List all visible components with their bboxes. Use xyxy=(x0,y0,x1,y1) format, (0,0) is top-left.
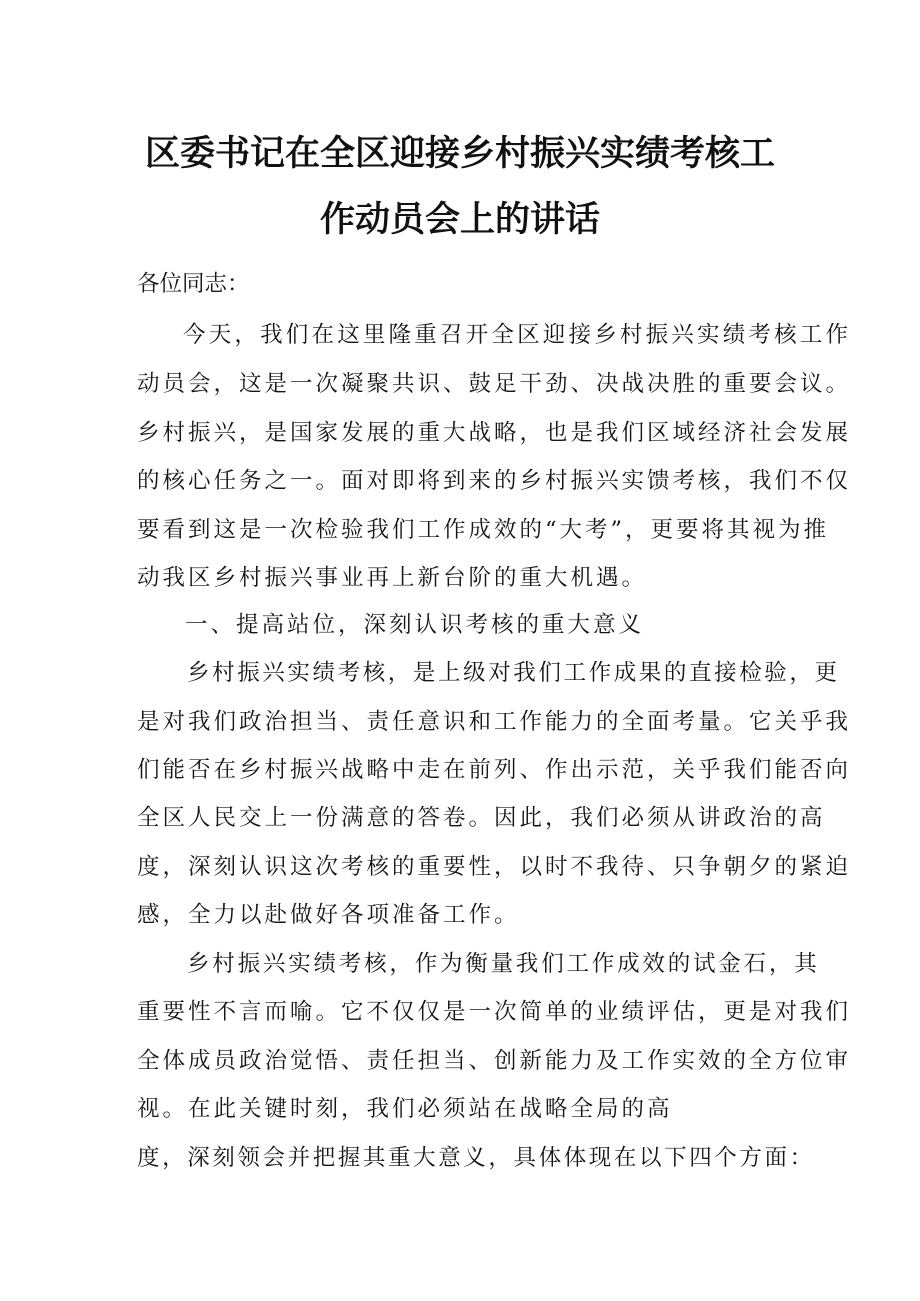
body-line: 的核心任务之一。面对即将到来的乡村振兴实馈考核，我们不仅 xyxy=(137,468,852,494)
body-line: 度，深刻认识这次考核的重要性，以时不我待、只争朝夕的紧迫 xyxy=(137,854,852,880)
body-line: 是对我们政治担当、责任意识和工作能力的全面考量。它关乎我 xyxy=(137,709,852,735)
body-line: 视。在此关键时刻，我们必须站在战略全局的高 xyxy=(137,1096,673,1122)
body-line: 度，深刻领会并把握其重大意义，具体体现在以下四个方面： xyxy=(137,1145,815,1171)
body-line: 全区人民交上一份满意的答卷。因此，我们必须从讲政治的高 xyxy=(137,805,826,831)
body-line: 乡村振兴，是国家发展的重大战略，也是我们区域经济社会发展 xyxy=(137,420,852,446)
body-line: 乡村振兴实绩考核，作为衡量我们工作成效的试金石，其 xyxy=(187,951,820,977)
body-line: 乡村振兴实绩考核，是上级对我们工作成果的直接检验，更 xyxy=(187,660,840,686)
title-line-1: 区委书记在全区迎接乡村振兴实绩考核工 xyxy=(144,134,775,174)
body-line: 要看到这是一次检验我们工作成效的“大考”，更要将其视为推 xyxy=(137,517,830,543)
body-line: 重要性不言而喻。它不仅仅是一次简单的业绩评估，更是对我们 xyxy=(137,999,852,1025)
body-line: 动我区乡村振兴事业再上新台阶的重大机遇。 xyxy=(137,565,648,591)
title-line-2: 作动员会上的讲话 xyxy=(319,200,600,240)
body-line: 全体成员政治觉悟、责任担当、创新能力及工作实效的全方位审 xyxy=(137,1048,852,1074)
body-line: 动员会，这是一次凝聚共识、鼓足干劲、决战决胜的重要会议。 xyxy=(137,371,852,397)
body-line: 感，全力以赴做好各项准备工作。 xyxy=(137,902,520,928)
body-line: 今天，我们在这里隆重召开全区迎接乡村振兴实绩考核工作 xyxy=(183,322,852,348)
salutation: 各位同志： xyxy=(137,271,250,297)
body-line: 们能否在乡村振兴战略中走在前列、作出示范，关乎我们能否向 xyxy=(137,757,852,783)
section-heading: 一、提高站位，深刻认识考核的重大意义 xyxy=(185,612,645,638)
